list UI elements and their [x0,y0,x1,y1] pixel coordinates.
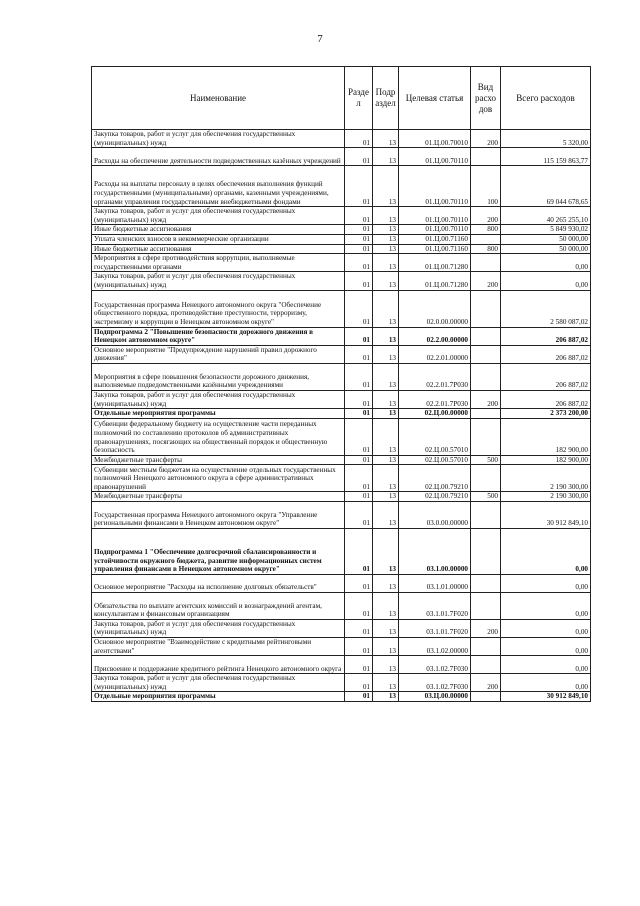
row-subsection-cell: 13 [373,674,399,692]
row-target-cell: 02.2.01.7Р030 [399,363,471,390]
row-total-cell: 50 000,00 [501,244,591,254]
table-row [92,574,591,592]
row-name-cell: Закупка товаров, работ и услуг для обеспечения государственных (муниципальных) нужд [92,674,345,692]
budget-table [91,66,591,702]
row-subsection-cell: 13 [373,418,399,455]
row-section-cell: 01 [345,692,373,702]
row-section-cell: 01 [345,225,373,235]
row-kind-cell [471,465,501,492]
header-kind: Вид расхо дов [471,67,501,130]
row-section-cell: 01 [345,148,373,166]
table-row [92,254,591,272]
row-kind-cell: 200 [471,207,501,225]
table-row [92,418,591,455]
row-subsection-cell: 13 [373,656,399,674]
row-section-cell: 01 [345,455,373,465]
row-total-cell: 69 044 678,65 [501,166,591,207]
row-target-cell: 03.1.02.7F030 [399,656,471,674]
row-total-cell: 206 887,02 [501,390,591,408]
row-total-cell: 50 000,00 [501,234,591,244]
row-subsection-cell: 13 [373,272,399,290]
header-target: Целевая статья [399,67,471,130]
table-row [92,390,591,408]
row-kind-cell [471,592,501,619]
row-subsection-cell: 13 [373,619,399,637]
row-section-cell: 01 [345,272,373,290]
row-kind-cell: 500 [471,455,501,465]
row-section-cell: 01 [345,244,373,254]
row-total-cell: 5 849 930,02 [501,225,591,235]
row-total-cell: 30 912 849,10 [501,692,591,702]
row-name-cell: Отдельные мероприятия программы [92,409,345,419]
row-name-cell: Субвенции федеральному бюджету на осуществление части переданных полномочий по составлению протоколов об административных правонарушениях, посягающих на общественный порядок и общественную безопасность [92,418,345,455]
row-subsection-cell: 13 [373,574,399,592]
row-kind-cell: 200 [471,390,501,408]
row-target-cell: 03.1.02.00000 [399,638,471,656]
row-target-cell: 01.Ц.00.70110 [399,148,471,166]
table-row [92,244,591,254]
row-total-cell: 0,00 [501,656,591,674]
row-target-cell: 03.0.00.00000 [399,501,471,528]
row-target-cell: 03.1.01.7F020 [399,619,471,637]
row-total-cell: 0,00 [501,638,591,656]
row-name-cell: Закупка товаров, работ и услуг для обеспечения государственных (муниципальных) нужд [92,207,345,225]
row-kind-cell: 200 [471,619,501,637]
row-target-cell: 02.Ц.00.00000 [399,409,471,419]
row-kind-cell [471,234,501,244]
header-name: Наименование [92,67,345,130]
row-name-cell: Закупка товаров, работ и услуг для обеспечения государственных (муниципальных) нужд [92,130,345,148]
row-kind-cell [471,656,501,674]
table-row [92,272,591,290]
row-name-cell: Закупка товаров, работ и услуг для обеспечения государственных (муниципальных) нужд [92,272,345,290]
row-name-cell: Уплата членских взносов в некоммерческие организации [92,234,345,244]
row-kind-cell [471,148,501,166]
table-row [92,409,591,419]
row-kind-cell [471,254,501,272]
row-subsection-cell: 13 [373,130,399,148]
table-row [92,619,591,637]
row-name-cell: Основное мероприятие "Расходы на исполнение долговых обязательств" [92,574,345,592]
header-section: Разде л [345,67,373,130]
row-subsection-cell: 13 [373,148,399,166]
row-kind-cell [471,501,501,528]
row-target-cell: 03.1.01.00000 [399,574,471,592]
table-row [92,327,591,345]
row-subsection-cell: 13 [373,166,399,207]
row-total-cell: 0,00 [501,619,591,637]
row-total-cell: 2 190 300,00 [501,492,591,502]
row-kind-cell: 800 [471,244,501,254]
row-subsection-cell: 13 [373,244,399,254]
row-kind-cell [471,574,501,592]
row-name-cell: Иные бюджетные ассигнования [92,225,345,235]
row-target-cell: 02.0.00.00000 [399,290,471,327]
row-total-cell: 0,00 [501,272,591,290]
row-kind-cell: 500 [471,492,501,502]
row-section-cell: 01 [345,418,373,455]
row-section-cell: 01 [345,390,373,408]
row-subsection-cell: 13 [373,345,399,363]
table-row [92,455,591,465]
row-name-cell: Обязательства по выплате агентских комиссий и вознаграждений агентам, консультантам и финансовым организациям [92,592,345,619]
row-name-cell: Государственная программа Ненецкого автономного округа "Управление региональными финансами в Ненецком автономном округе" [92,501,345,528]
row-kind-cell [471,418,501,455]
row-total-cell: 2 580 087,02 [501,290,591,327]
row-subsection-cell: 13 [373,207,399,225]
table-row [92,492,591,502]
table-row [92,234,591,244]
row-target-cell: 01.Ц.00.70110 [399,207,471,225]
row-name-cell: Расходы на выплаты персоналу в целях обеспечения выполнения функций государственными (муниципальными) органами, казенными учреждениями, органами управления государственными внебюджетными фондами [92,166,345,207]
row-total-cell: 206 887,02 [501,363,591,390]
row-name-cell: Расходы на обеспечение деятельности подведомственных казённых учреждений [92,148,345,166]
row-target-cell: 01.Ц.00.70110 [399,166,471,207]
table-row [92,674,591,692]
row-target-cell: 02.2.00.00000 [399,327,471,345]
row-section-cell: 01 [345,638,373,656]
row-subsection-cell: 13 [373,363,399,390]
row-section-cell: 01 [345,592,373,619]
row-target-cell: 01.Ц.00.71280 [399,254,471,272]
row-section-cell: 01 [345,166,373,207]
row-total-cell: 0,00 [501,528,591,574]
row-kind-cell [471,345,501,363]
row-section-cell: 01 [345,501,373,528]
row-subsection-cell: 13 [373,492,399,502]
row-total-cell: 0,00 [501,674,591,692]
row-subsection-cell: 13 [373,225,399,235]
row-total-cell: 115 159 863,77 [501,148,591,166]
row-target-cell: 02.Ц.00.79210 [399,492,471,502]
table-row [92,528,591,574]
row-name-cell: Межбюджетные трансферты [92,455,345,465]
row-target-cell: 01.Ц.00.71280 [399,272,471,290]
row-subsection-cell: 13 [373,638,399,656]
table-row [92,225,591,235]
row-total-cell: 30 912 849,10 [501,501,591,528]
row-target-cell: 03.1.00.00000 [399,528,471,574]
row-name-cell: Основное мероприятие "Предупреждение нарушений правил дорожного движения" [92,345,345,363]
row-kind-cell [471,528,501,574]
row-target-cell: 03.1.02.7F030 [399,674,471,692]
row-subsection-cell: 13 [373,455,399,465]
row-subsection-cell: 13 [373,290,399,327]
row-name-cell: Основное мероприятие "Взаимодействие с кредитными рейтинговыми агентствами" [92,638,345,656]
row-total-cell: 0,00 [501,592,591,619]
row-subsection-cell: 13 [373,692,399,702]
row-section-cell: 01 [345,465,373,492]
row-name-cell: Иные бюджетные ассигнования [92,244,345,254]
row-target-cell: 02.2.01.7Р030 [399,390,471,408]
row-target-cell: 03.Ц.00.00000 [399,692,471,702]
row-name-cell: Подпрограмма 1 "Обеспечение долгосрочной сбалансированности и устойчивости окружного бюджета, развитие информационных систем управления финансами в Ненецком автономном округе" [92,528,345,574]
row-section-cell: 01 [345,492,373,502]
row-kind-cell [471,290,501,327]
row-kind-cell: 800 [471,225,501,235]
row-name-cell: Субвенции местным бюджетам на осуществление отдельных государственных полномочий Ненецкого автономного округа в сфере административных правонарушений [92,465,345,492]
table-row [92,363,591,390]
row-section-cell: 01 [345,363,373,390]
row-kind-cell [471,409,501,419]
table-row [92,290,591,327]
row-subsection-cell: 13 [373,592,399,619]
row-target-cell: 01.Ц.00.71160 [399,244,471,254]
row-total-cell: 0,00 [501,254,591,272]
row-name-cell: Государственная программа Ненецкого автономного округа "Обеспечение общественного порядка, противодействие преступности, терроризму, экстремизму и коррупции в Ненецком автономном округе" [92,290,345,327]
row-target-cell: 01.Ц.00.71160 [399,234,471,244]
row-subsection-cell: 13 [373,528,399,574]
row-total-cell: 182 900,00 [501,455,591,465]
row-section-cell: 01 [345,254,373,272]
row-section-cell: 01 [345,409,373,419]
row-total-cell: 206 887,02 [501,327,591,345]
row-name-cell: Закупка товаров, работ и услуг для обеспечения государственных (муниципальных) нужд [92,619,345,637]
row-section-cell: 01 [345,207,373,225]
row-target-cell: 02.2.01.00000 [399,345,471,363]
row-section-cell: 01 [345,290,373,327]
row-total-cell: 0,00 [501,574,591,592]
row-total-cell: 206 887,02 [501,345,591,363]
row-subsection-cell: 13 [373,409,399,419]
table-row [92,345,591,363]
row-subsection-cell: 13 [373,465,399,492]
row-section-cell: 01 [345,619,373,637]
row-section-cell: 01 [345,234,373,244]
header-total: Всего расходов [501,67,591,130]
row-name-cell: Межбюджетные трансферты [92,492,345,502]
table-row [92,638,591,656]
row-target-cell: 01.Ц.00.70110 [399,225,471,235]
row-target-cell: 02.Ц.00.57010 [399,418,471,455]
row-name-cell: Мероприятия в сфере повышения безопасности дорожного движения, выполняемые подведомственными казёнными учреждениями [92,363,345,390]
row-kind-cell [471,692,501,702]
row-section-cell: 01 [345,574,373,592]
row-subsection-cell: 13 [373,390,399,408]
row-total-cell: 5 320,00 [501,130,591,148]
row-target-cell: 02.Ц.00.57010 [399,455,471,465]
row-kind-cell: 200 [471,130,501,148]
row-name-cell: Отдельные мероприятия программы [92,692,345,702]
row-section-cell: 01 [345,130,373,148]
table-row [92,656,591,674]
table-row [92,465,591,492]
row-subsection-cell: 13 [373,501,399,528]
row-kind-cell [471,638,501,656]
row-kind-cell [471,363,501,390]
row-subsection-cell: 13 [373,234,399,244]
row-name-cell: Мероприятия в сфере противодействия коррупции, выполняемые государственными органами [92,254,345,272]
row-name-cell: Присвоение и поддержание кредитного рейтинга Ненецкого автономного округа [92,656,345,674]
row-subsection-cell: 13 [373,327,399,345]
table-row [92,501,591,528]
table-header-row [92,67,591,130]
row-subsection-cell: 13 [373,254,399,272]
row-section-cell: 01 [345,528,373,574]
table-row [92,130,591,148]
table-row [92,592,591,619]
table-row [92,207,591,225]
row-total-cell: 2 190 300,00 [501,465,591,492]
header-subsection: Подр аздел [373,67,399,130]
row-kind-cell: 200 [471,272,501,290]
page-number: 7 [317,33,323,45]
table-row [92,166,591,207]
row-kind-cell [471,327,501,345]
row-total-cell: 182 900,00 [501,418,591,455]
row-total-cell: 40 265 255,10 [501,207,591,225]
row-name-cell: Закупка товаров, работ и услуг для обеспечения государственных (муниципальных) нужд [92,390,345,408]
row-target-cell: 02.Ц.00.79210 [399,465,471,492]
row-section-cell: 01 [345,345,373,363]
row-section-cell: 01 [345,656,373,674]
row-name-cell: Подпрограмма 2 "Повышение безопасности дорожного движения в Ненецком автономном округе" [92,327,345,345]
row-section-cell: 01 [345,674,373,692]
row-target-cell: 01.Ц.00.70010 [399,130,471,148]
row-kind-cell: 100 [471,166,501,207]
row-section-cell: 01 [345,327,373,345]
row-total-cell: 2 373 200,00 [501,409,591,419]
table-row [92,148,591,166]
row-target-cell: 03.1.01.7F020 [399,592,471,619]
table-row [92,692,591,702]
row-kind-cell: 200 [471,674,501,692]
